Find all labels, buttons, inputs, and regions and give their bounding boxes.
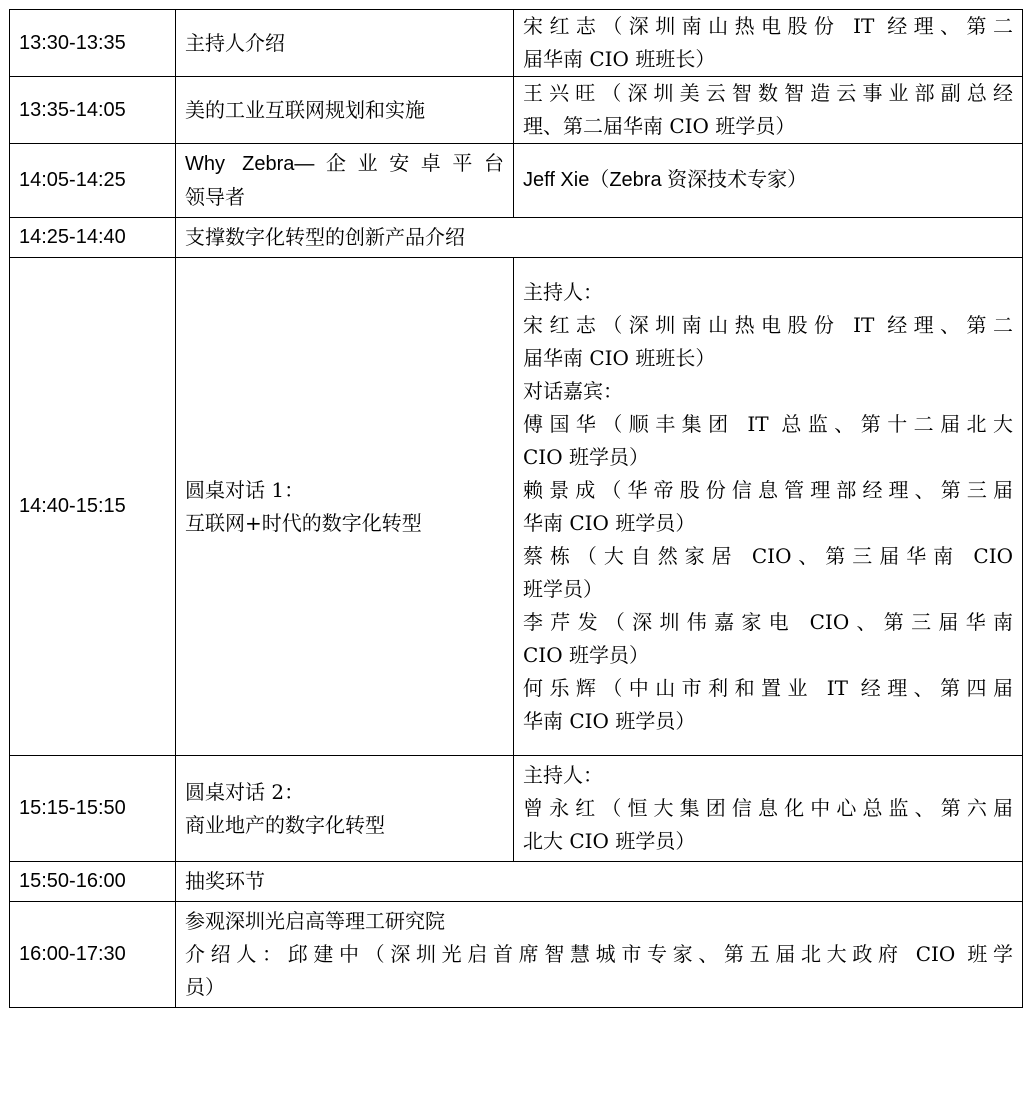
speaker-line: 宋红志（深圳南山热电股份 IT 经理、第二 <box>523 14 1013 38</box>
speaker-cell <box>514 10 1023 77</box>
time-cell: 13:35-14:05 <box>10 77 176 144</box>
topic-line: 商业地产的数字化转型 <box>185 812 385 837</box>
speaker-cell <box>514 144 1023 218</box>
topic-cell <box>176 902 1023 1008</box>
speaker-line: 何乐辉（中山市利和置业 IT 经理、第四届 <box>523 675 1013 700</box>
speaker-cell <box>514 756 1023 862</box>
topic-line: 圆桌对话 2： <box>185 779 305 804</box>
topic-cell <box>176 10 514 77</box>
topic-line: 圆桌对话 1： <box>185 477 305 502</box>
speaker-line: 李芹发（深圳伟嘉家电 CIO、第三届华南 <box>523 609 1013 634</box>
time-cell: 14:40-15:15 <box>10 258 176 756</box>
topic-line: 介绍人：邱建中（深圳光启首席智慧城市专家、第五届北大政府 CIO 班学 <box>185 942 1013 966</box>
speaker-line: CIO 班学员） <box>523 642 649 667</box>
topic-line: 支撑数字化转型的创新产品介绍 <box>185 225 465 249</box>
speaker-line: 赖景成（华帝股份信息管理部经理、第三届 <box>523 477 1013 502</box>
speaker-line: 宋红志（深圳南山热电股份 IT 经理、第二 <box>523 312 1013 337</box>
speaker-line: 届华南 CIO 班班长） <box>523 47 716 71</box>
speaker-line: 傅国华（顺丰集团 IT 总监、第十二届北大 <box>523 411 1013 436</box>
time-cell: 14:05-14:25 <box>10 144 176 218</box>
agenda-row <box>10 258 1023 756</box>
speaker-line: 华南 CIO 班学员） <box>523 708 696 733</box>
speaker-cell <box>514 77 1023 144</box>
topic-line: 抽奖环节 <box>185 869 265 893</box>
topic-line: 互联网+时代的数字化转型 <box>185 510 422 535</box>
agenda-table <box>9 9 1023 1008</box>
speaker-line: 对话嘉宾： <box>523 378 623 403</box>
speaker-cell <box>514 258 1023 756</box>
speaker-line: 主持人： <box>523 763 603 787</box>
time-cell: 16:00-17:30 <box>10 902 176 1008</box>
time-cell: 14:25-14:40 <box>10 218 176 258</box>
speaker-line: 届华南 CIO 班班长） <box>523 345 716 370</box>
topic-line: 美的工业互联网规划和实施 <box>185 97 425 122</box>
speaker-line: 华南 CIO 班学员） <box>523 510 696 535</box>
topic-line: 主持人介绍 <box>185 30 285 55</box>
speaker-line: CIO 班学员） <box>523 444 649 469</box>
agenda-row <box>10 218 1023 258</box>
speaker-line: 主持人： <box>523 279 603 304</box>
topic-cell <box>176 862 1023 902</box>
topic-line: 领导者 <box>185 184 245 209</box>
time-cell: 15:50-16:00 <box>10 862 176 902</box>
speaker-line: 王兴旺（深圳美云智数智造云事业部副总经 <box>523 81 1013 105</box>
agenda-row <box>10 902 1023 1008</box>
topic-line: 参观深圳光启高等理工研究院 <box>185 909 445 933</box>
topic-cell <box>176 756 514 862</box>
speaker-line: 北大 CIO 班学员） <box>523 829 696 853</box>
topic-cell <box>176 218 1023 258</box>
speaker-line: 班学员） <box>523 576 603 601</box>
topic-cell <box>176 144 514 218</box>
time-cell: 15:15-15:50 <box>10 756 176 862</box>
agenda-row <box>10 756 1023 862</box>
topic-line: Why Zebra—企业安卓平台 <box>185 152 504 175</box>
speaker-line: 曾永红（恒大集团信息化中心总监、第六届 <box>523 796 1013 820</box>
speaker-line: Jeff Xie（Zebra 资深技术专家） <box>523 169 808 191</box>
agenda-row <box>10 144 1023 218</box>
topic-line: 员） <box>185 975 225 999</box>
time-cell: 13:30-13:35 <box>10 10 176 77</box>
agenda-row <box>10 77 1023 144</box>
speaker-line: 理、第二届华南 CIO 班学员） <box>523 114 796 138</box>
topic-cell <box>176 77 514 144</box>
speaker-line: 蔡栋（大自然家居 CIO、第三届华南 CIO <box>523 543 1013 568</box>
topic-cell <box>176 258 514 756</box>
agenda-row <box>10 10 1023 77</box>
agenda-row <box>10 862 1023 902</box>
